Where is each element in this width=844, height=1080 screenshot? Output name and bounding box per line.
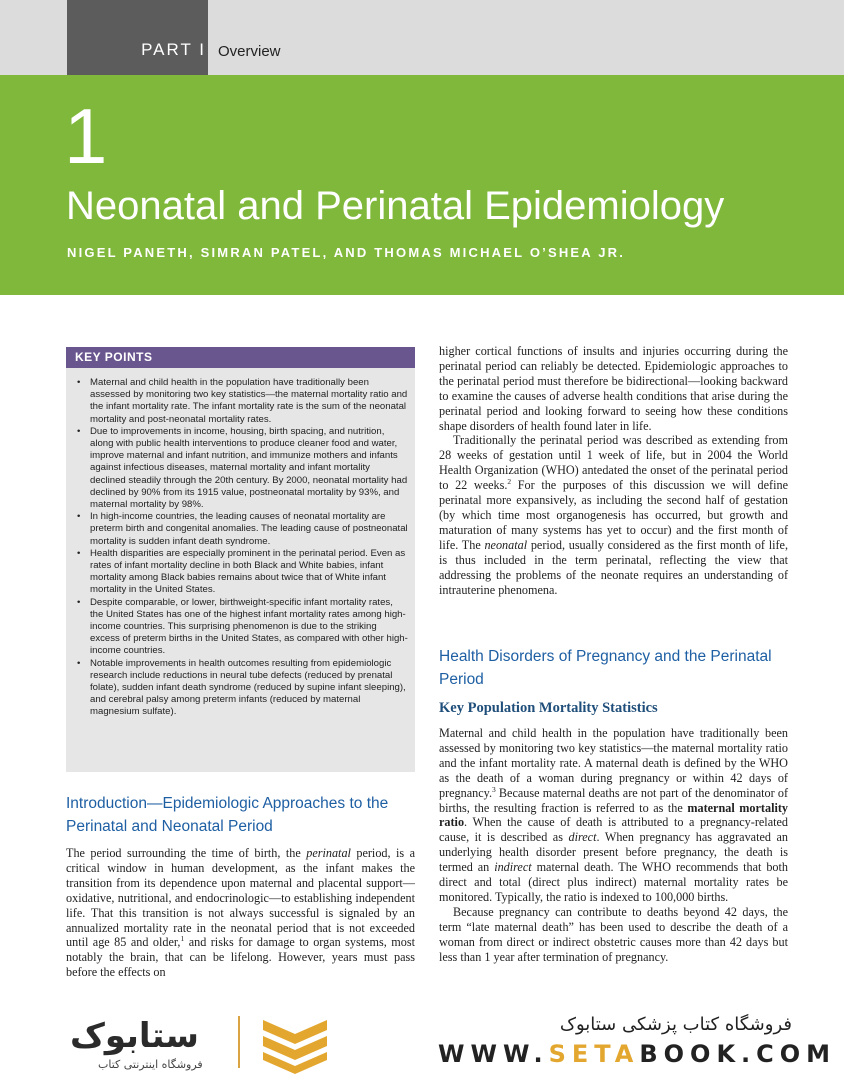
paragraph: Traditionally the perinatal period was described as extending from 28 weeks of gestation until 1 week of life, but in 2004 the World Health Organization (WHO) antedated the onset of the perinatal period to 22 weeks.$^2$ For the purposes of this discussion we will define perinatal more expansively, as including the second half of gestation (by which time most organogenesis has occurred, but growth and maturation of many systems has yet to occur) and the first month of life. The neonatal period, usually considered as the first month of life, is thus included in the term perinatal, reflecting the view that addressing the problems of the neonate requires an understanding of intrauterine phenomena. — [439, 433, 788, 597]
paragraph: Maternal and child health in the population have traditionally been assessed by monitoring two key statistics—the maternal mortality ratio and the infant mortality rate. A maternal death is defined by the WHO as the death of a woman during pregnancy or within 42 days of pregnancy.$^3$ Because maternal deaths are not part of the denominator of births, the resulting fraction is referred to as the maternal mortality ratio. When the cause of death is attributed to a pregnancy-related cause, it is described as direct. When pregnancy has aggravated an underlying health disorder present before pregnancy, the death is termed an indirect maternal death. The WHO recommends that both direct and total (direct plus indirect) maternal mortality rates be monitored. Typically, the ratio is indexed to 100,000 births. — [439, 726, 788, 904]
key-points-list — [72, 377, 408, 719]
list-item: • In high-income countries, the leading causes of neonatal mortality are preterm birth and congenital anomalies. The leading cause of postneonatal mortality is sudden infant death syndrome. — [90, 511, 408, 548]
paragraph: Because pregnancy can contribute to deaths beyond 42 days, the term “late maternal death” has been used to describe the death of a woman from direct or indirect obstetric causes more than 42 days but less than 1 year after termination of pregnancy. — [439, 904, 788, 964]
key-points-header — [66, 347, 415, 368]
right-column-top — [439, 344, 788, 597]
chapter-number: 1 — [64, 92, 108, 180]
store-logo-subtitle: فروشگاه اینترنتی کتاب — [98, 1058, 203, 1071]
chapter-title: Neonatal and Perinatal Epidemiology — [66, 184, 725, 228]
list-item: • Notable improvements in health outcomes resulting from epidemiologic research include reductions in neural tube defects (reduced by prenatal folate), sudden infant death syndrome (reduced by supine infant sleeping), and cerebral palsy among preterm infants (reduced by maternal magnesium sulfate). — [90, 658, 408, 719]
right-column-bottom — [439, 726, 788, 965]
store-url[interactable]: WWW.SETABOOK.COM — [438, 1040, 837, 1068]
key-points-title: KEY POINTS — [75, 350, 153, 364]
intro-text — [66, 846, 415, 980]
part-label: PART I — [141, 40, 206, 59]
paragraph: higher cortical functions of insults and injuries occurring during the perinatal period can reliably be detected. Epidemiologic approaches to the perinatal period must therefore be bidirectional—looking backward to examine the causes of adverse health conditions that arise during the perinatal period and looking forward to seeing how these conditions shape disorders of health found later in life. — [439, 344, 788, 433]
section-heading-introduction: Introduction—Epidemiologic Approaches to the Perinatal and Neonatal Period — [66, 795, 389, 835]
store-logo: ستابوک — [70, 1016, 199, 1056]
store-name: فروشگاه کتاب پزشکی ستابوک — [559, 1014, 792, 1035]
list-item: • Despite comparable, or lower, birthweight-specific infant mortality rates, the United States has one of the highest infant mortality rates among high-income countries. This surprising phenomenon is due to the striking excess of preterm births in the United States, as compared with other high-income countries. — [90, 597, 408, 658]
section-heading-health-disorders: Health Disorders of Pregnancy and the Perinatal Period — [439, 648, 772, 688]
list-item: • Maternal and child health in the population have traditionally been assessed by monitoring two key statistics—the maternal mortality ratio and the infant mortality rate. The infant mortality rate is the sum of the neonatal mortality and post-neonatal mortality rates. — [90, 377, 408, 426]
footer-divider — [238, 1016, 240, 1068]
subsection-heading: Key Population Mortality Statistics — [439, 700, 658, 716]
list-item: • Due to improvements in income, housing, birth spacing, and nutrition, along with public health interventions to produce cleaner food and water, improve maternal and infant nutrition, and immunize mothers and infants against infectious diseases, maternal mortality and infant mortality declined steadily through the 20th century. By 2000, neonatal mortality had declined by 90% from its 1915 value, postneonatal mortality by 93%, and maternal mortality by 98%. — [90, 426, 408, 511]
paragraph: The period surrounding the time of birth, the perinatal period, is a critical window in human development, as the infant makes the transition from its dependence upon maternal and placental support—oxidative, nutritional, and endocrinologic—to establishing independent life. That this transition is not always successful is signaled by an annualized mortality rate in the neonatal period that is not exceeded until age 85 and older,$^1$ and risks for damage to organ systems, most notably the brain, that can be lifelong. However, years must pass before the effects on — [66, 846, 415, 980]
part-box — [67, 0, 208, 75]
authors: NIGEL PANETH, SIMRAN PATEL, AND THOMAS MICHAEL O’SHEA JR. — [67, 245, 626, 260]
part-name: Overview — [218, 43, 281, 60]
list-item: • Health disparities are especially prominent in the perinatal period. Even as rates of infant mortality decline in both Black and White babies, infant mortality among Black babies remains about twice that of White infant mortality in the United States. — [90, 548, 408, 597]
chevron-logo-icon — [255, 1014, 335, 1074]
